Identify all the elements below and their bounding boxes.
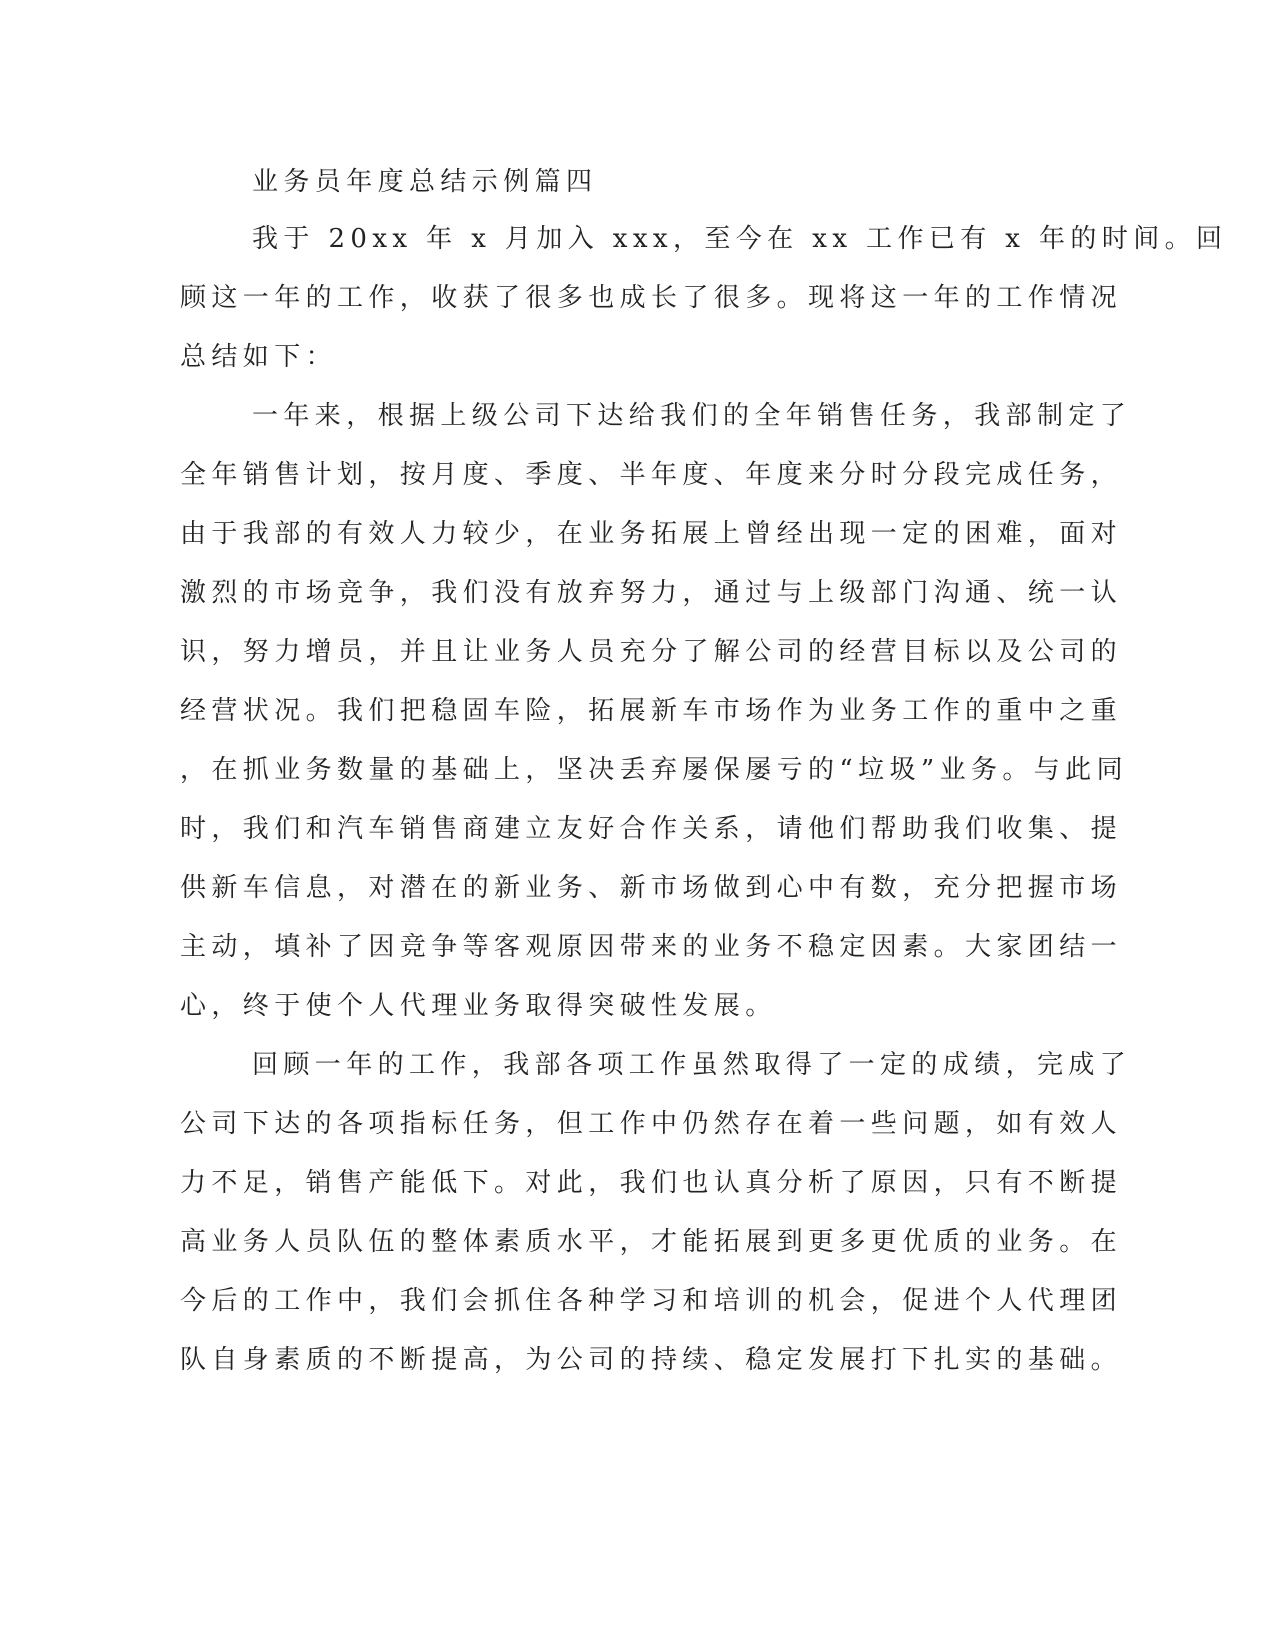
paragraph-line: 供新车信息，对潜在的新业务、新市场做到心中有数，充分把握市场: [180, 873, 1123, 903]
paragraph-line: 全年销售计划，按月度、季度、半年度、年度来分时分段完成任务，: [180, 460, 1123, 490]
paragraph-line: 由于我部的有效人力较少，在业务拓展上曾经出现一定的困难，面对: [180, 519, 1123, 549]
paragraph-line: 心，终于使个人代理业务取得突破性发展。: [180, 991, 777, 1021]
paragraph-line: ，在抓业务数量的基础上，坚决丢弃屡保屡亏的“垃圾”业务。与此同: [180, 755, 1128, 785]
paragraph-line: 队自身素质的不断提高，为公司的持续、稳定发展打下扎实的基础。: [180, 1345, 1123, 1375]
paragraph-line: 识，努力增员，并且让业务人员充分了解公司的经营目标以及公司的: [180, 637, 1123, 667]
paragraph-line: 我于 20xx 年 x 月加入 xxx，至今在 xx 工作已有 x 年的时间。回: [252, 224, 1228, 254]
paragraph-line: 时，我们和汽车销售商建立友好合作关系，请他们帮助我们收集、提: [180, 814, 1123, 844]
paragraph-line: 一年来，根据上级公司下达给我们的全年销售任务，我部制定了: [252, 401, 1132, 431]
paragraph-line: 主动，填补了因竞争等客观原因带来的业务不稳定因素。大家团结一: [180, 932, 1123, 962]
paragraph-line: 总结如下：: [180, 342, 338, 372]
paragraph-line: 今后的工作中，我们会抓住各种学习和培训的机会，促进个人代理团: [180, 1286, 1123, 1316]
paragraph-line: 回顾一年的工作，我部各项工作虽然取得了一定的成绩，完成了: [252, 1050, 1132, 1080]
paragraph-line: 力不足，销售产能低下。对此，我们也认真分析了原因，只有不断提: [180, 1168, 1123, 1198]
document-title: 业务员年度总结示例篇四: [252, 167, 598, 197]
paragraph-line: 公司下达的各项指标任务，但工作中仍然存在着一些问题，如有效人: [180, 1109, 1123, 1139]
paragraph-line: 经营状况。我们把稳固车险，拓展新车市场作为业务工作的重中之重: [180, 696, 1123, 726]
paragraph-line: 激烈的市场竞争，我们没有放弃努力，通过与上级部门沟通、统一认: [180, 578, 1123, 608]
paragraph-line: 顾这一年的工作，收获了很多也成长了很多。现将这一年的工作情况: [180, 283, 1123, 313]
paragraph-line: 高业务人员队伍的整体素质水平，才能拓展到更多更优质的业务。在: [180, 1227, 1123, 1257]
